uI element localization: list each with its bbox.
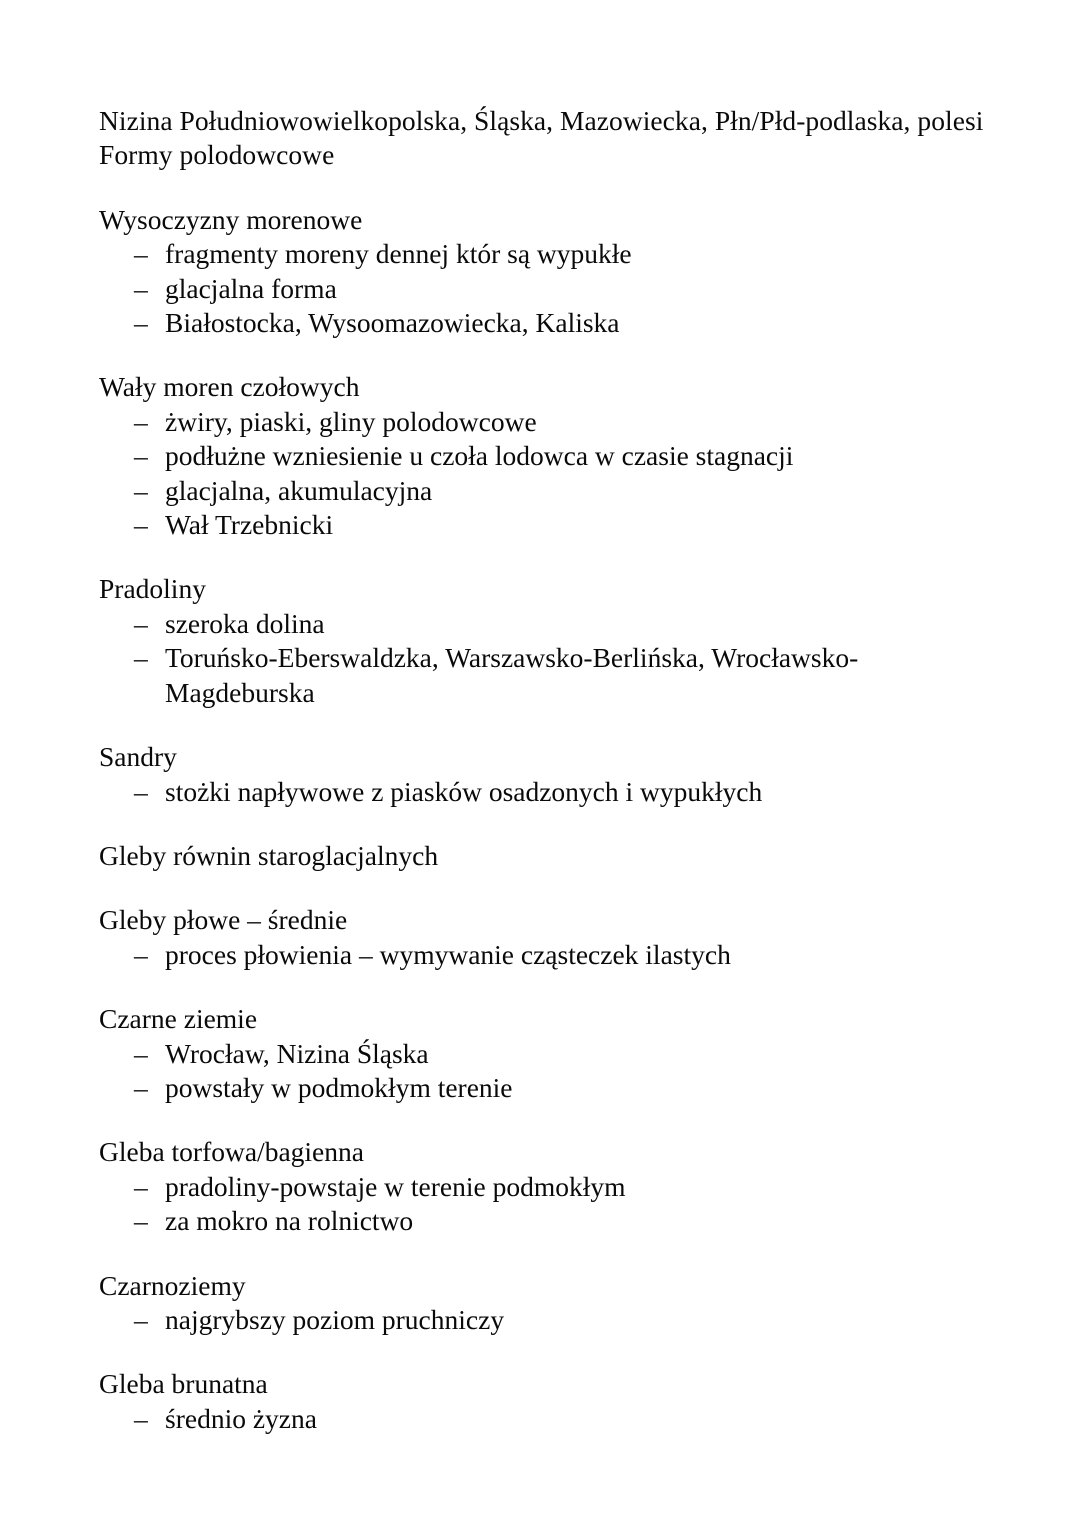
document-section <box>99 740 980 809</box>
bullet-item <box>99 1037 965 1071</box>
bullet-item <box>99 439 965 473</box>
section-spacer <box>99 972 980 1002</box>
section-spacer <box>99 873 980 903</box>
section-heading: Gleby płowe – średnie <box>99 904 348 936</box>
dash-bullet-icon: – <box>134 238 148 270</box>
bullet-item-label: fragmenty moreny dennej któr są wypukłe <box>165 238 632 270</box>
bullet-item-label: glacjalna forma <box>165 272 337 304</box>
document-section <box>99 572 980 710</box>
bullet-item <box>99 1071 965 1105</box>
bullet-item <box>99 938 965 972</box>
bullet-item <box>99 1170 965 1204</box>
section-heading: Sandry <box>99 741 177 773</box>
document-section <box>99 203 980 341</box>
document-section <box>99 1367 980 1436</box>
section-heading: Czarne ziemie <box>99 1003 258 1035</box>
bullet-list <box>99 1170 980 1239</box>
dash-bullet-icon: – <box>134 1402 148 1434</box>
bullet-item <box>99 508 965 542</box>
section-heading: Gleba torfowa/bagienna <box>99 1136 364 1168</box>
dash-bullet-icon: – <box>134 405 148 437</box>
section-spacer <box>99 173 980 203</box>
bullet-list <box>99 1402 980 1436</box>
dash-bullet-icon: – <box>134 1303 148 1335</box>
bullet-item <box>99 641 965 710</box>
document-section <box>99 839 980 873</box>
bullet-item <box>99 306 965 340</box>
bullet-item-label: żwiry, piaski, gliny polodowcowe <box>165 405 537 437</box>
bullet-item <box>99 607 965 641</box>
intro-line: Formy polodowcowe <box>99 139 335 171</box>
bullet-item-label: za mokro na rolnictwo <box>165 1205 414 1237</box>
bullet-list <box>99 607 980 710</box>
section-heading: Wały moren czołowych <box>99 371 360 403</box>
bullet-item-label: proces płowienia – wymywanie cząsteczek ilastych <box>165 938 731 970</box>
document-section <box>99 1135 980 1238</box>
bullet-item-label: powstały w podmokłym terenie <box>165 1071 513 1103</box>
bullet-list <box>99 938 980 972</box>
dash-bullet-icon: – <box>134 938 148 970</box>
bullet-item <box>99 474 965 508</box>
intro-line: Nizina Południowowielkopolska, Śląska, Mazowiecka, Płn/Płd-podlaska, polesi <box>99 105 984 136</box>
bullet-item <box>99 1303 965 1337</box>
section-spacer <box>99 1337 980 1367</box>
dash-bullet-icon: – <box>134 775 148 807</box>
document-section <box>99 370 980 542</box>
bullet-item-label: glacjalna, akumulacyjna <box>165 474 433 506</box>
dash-bullet-icon: – <box>134 642 148 674</box>
bullet-item-label: szeroka dolina <box>165 607 325 639</box>
bullet-item-label: Wał Trzebnicki <box>165 509 334 541</box>
bullet-item-label: Wrocław, Nizina Śląska <box>165 1037 429 1069</box>
dash-bullet-icon: – <box>134 607 148 639</box>
section-spacer <box>99 542 980 572</box>
section-heading: Pradoliny <box>99 573 206 605</box>
bullet-item-label: średnio żyzna <box>165 1402 317 1434</box>
dash-bullet-icon: – <box>134 1170 148 1202</box>
bullet-item-label: Toruńsko-Eberswaldzka, Warszawsko-Berlińska, Wrocławsko-Magdeburska <box>165 642 859 708</box>
dash-bullet-icon: – <box>134 440 148 472</box>
dash-bullet-icon: – <box>134 509 148 541</box>
document-section <box>99 1269 980 1338</box>
dash-bullet-icon: – <box>134 474 148 506</box>
bullet-item-label: pradoliny-powstaje w terenie podmokłym <box>165 1170 626 1202</box>
bullet-item <box>99 1402 965 1436</box>
bullet-item <box>99 775 965 809</box>
bullet-list <box>99 237 980 340</box>
document-section <box>99 1002 980 1105</box>
section-heading: Czarnoziemy <box>99 1269 246 1301</box>
bullet-item-label: najgrybszy poziom pruchniczy <box>165 1303 505 1335</box>
section-spacer <box>99 710 980 740</box>
section-heading: Wysoczyzny morenowe <box>99 203 363 235</box>
dash-bullet-icon: – <box>134 272 148 304</box>
section-spacer <box>99 1105 980 1135</box>
bullet-item <box>99 237 965 271</box>
bullet-item <box>99 1204 965 1238</box>
section-spacer <box>99 809 980 839</box>
section-heading: Gleby równin staroglacjalnych <box>99 839 439 871</box>
bullet-item-label: podłużne wzniesienie u czoła lodowca w czasie stagnacji <box>165 440 794 472</box>
bullet-list <box>99 1303 980 1337</box>
document-section <box>99 903 980 972</box>
bullet-item-label: Białostocka, Wysoomazowiecka, Kaliska <box>165 307 620 339</box>
intro-block <box>99 104 984 173</box>
bullet-list <box>99 1037 980 1106</box>
dash-bullet-icon: – <box>134 1037 148 1069</box>
sections-root <box>99 173 980 1436</box>
bullet-list <box>99 405 980 543</box>
section-heading: Gleba brunatna <box>99 1368 268 1400</box>
bullet-list <box>99 775 980 809</box>
bullet-item-label: stożki napływowe z piasków osadzonych i wypukłych <box>165 775 763 807</box>
section-spacer <box>99 1239 980 1269</box>
section-spacer <box>99 340 980 370</box>
bullet-item <box>99 405 965 439</box>
bullet-item <box>99 272 965 306</box>
dash-bullet-icon: – <box>134 307 148 339</box>
dash-bullet-icon: – <box>134 1205 148 1237</box>
document-body <box>99 104 984 1436</box>
dash-bullet-icon: – <box>134 1071 148 1103</box>
